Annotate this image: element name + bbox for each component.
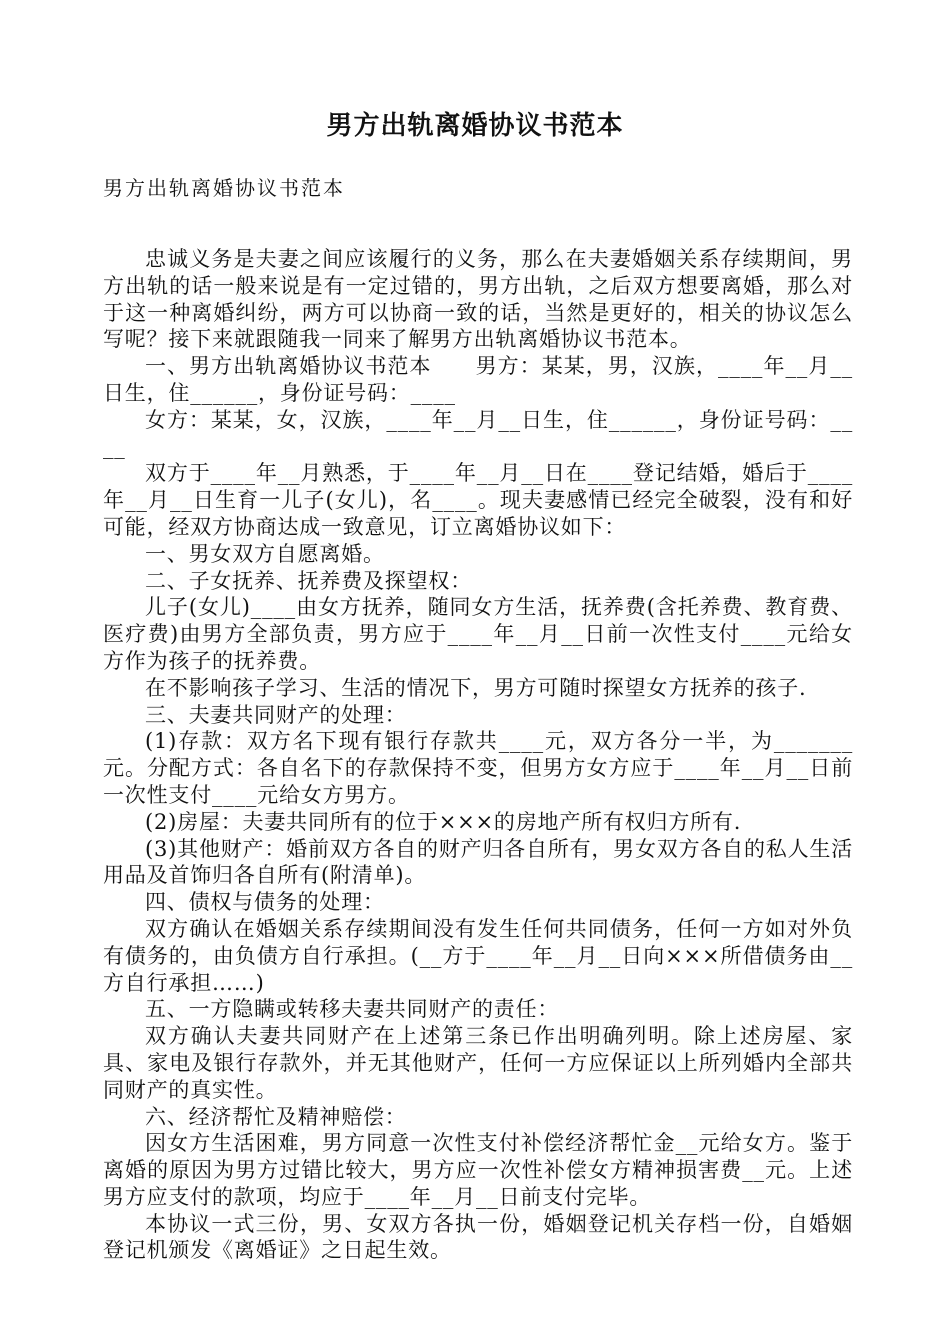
paragraph: 忠诚义务是夫妻之间应该履行的义务，那么在夫妻婚姻关系存续期间，男方出轨的话一般来说是有一定过错的，男方出轨，之后双方想要离婚，那么对于这一种离婚纠纷，两方可以协商一致的话，当然是更好的，相关的协议怎么写呢？接下来就跟随我一同来了解男方出轨离婚协议书范本。 [103,247,853,352]
paragraph: 本协议一式三份，男、女双方各执一份，婚姻登记机关存档一份，自婚姻登记机颁发《离婚证》之日起生效。 [103,1211,853,1263]
paragraph: (3)其他财产：婚前双方各自的财产归各自所有，男女双方各自的私人生活用品及首饰归各自所有(附清单)。 [103,836,853,888]
paragraph: 女方：某某，女，汉族，____年__月__日生，住______，身份证号码：____ [103,407,853,459]
paragraph: 一、男方出轨离婚协议书范本 男方：某某，男，汉族，____年__月__日生，住______，身份证号码：____ [103,354,853,405]
document-title: 男方出轨离婚协议书范本 [326,111,624,141]
paragraph: 三、夫妻共同财产的处理： [145,702,407,727]
paragraph: 一、男女双方自愿离婚。 [145,541,385,566]
paragraph: 六、经济帮忙及精神赔偿： [145,1104,407,1129]
paragraph: 双方于____年__月熟悉，于____年__月__日在____登记结婚，婚后于____年__月__日生育一儿子(女儿)，名____。现夫妻感情已经完全破裂，没有和好可能，经双方协商达成一致意见，订立离婚协议如下： [103,461,853,539]
document-subtitle: 男方出轨离婚协议书范本 [103,176,345,200]
paragraph: (2)房屋：夫妻共同所有的位于×××的房地产所有权归方所有. [145,809,742,834]
paragraph: 四、债权与债务的处理： [145,890,385,915]
paragraph: 双方确认夫妻共同财产在上述第三条已作出明确列明。除上述房屋、家具、家电及银行存款外，并无其他财产，任何一方应保证以上所列婚内全部共同财产的真实性。 [103,1024,853,1102]
paragraph: (1)存款：双方名下现有银行存款共____元，双方各分一半，为_______元。分配方式：各自名下的存款保持不变，但男方女方应于____年__月__日前一次性支付____元给女方男方。 [103,729,853,807]
paragraph: 儿子(女儿)____由女方抚养，随同女方生活，抚养费(含托养费、教育费、医疗费)由男方全部负责，男方应于____年__月__日前一次性支付____元给女方作为孩子的抚养费。 [103,595,853,673]
paragraph: 在不影响孩子学习、生活的情况下，男方可随时探望女方抚养的孩子. [145,675,807,700]
paragraph: 因女方生活困难，男方同意一次性支付补偿经济帮忙金__元给女方。鉴于离婚的原因为男方过错比较大，男方应一次性补偿女方精神损害费__元。上述男方应支付的款项，均应于____年__月__日前支付完毕。 [103,1131,853,1209]
paragraph: 五、一方隐瞒或转移夫妻共同财产的责任： [145,997,560,1022]
paragraph: 双方确认在婚姻关系存续期间没有发生任何共同债务，任何一方如对外负有债务的，由负债方自行承担。(__方于____年__月__日向×××所借债务由__方自行承担……) [103,916,853,995]
document-body [103,246,853,1264]
paragraph: 二、子女抚养、抚养费及探望权： [145,568,472,593]
